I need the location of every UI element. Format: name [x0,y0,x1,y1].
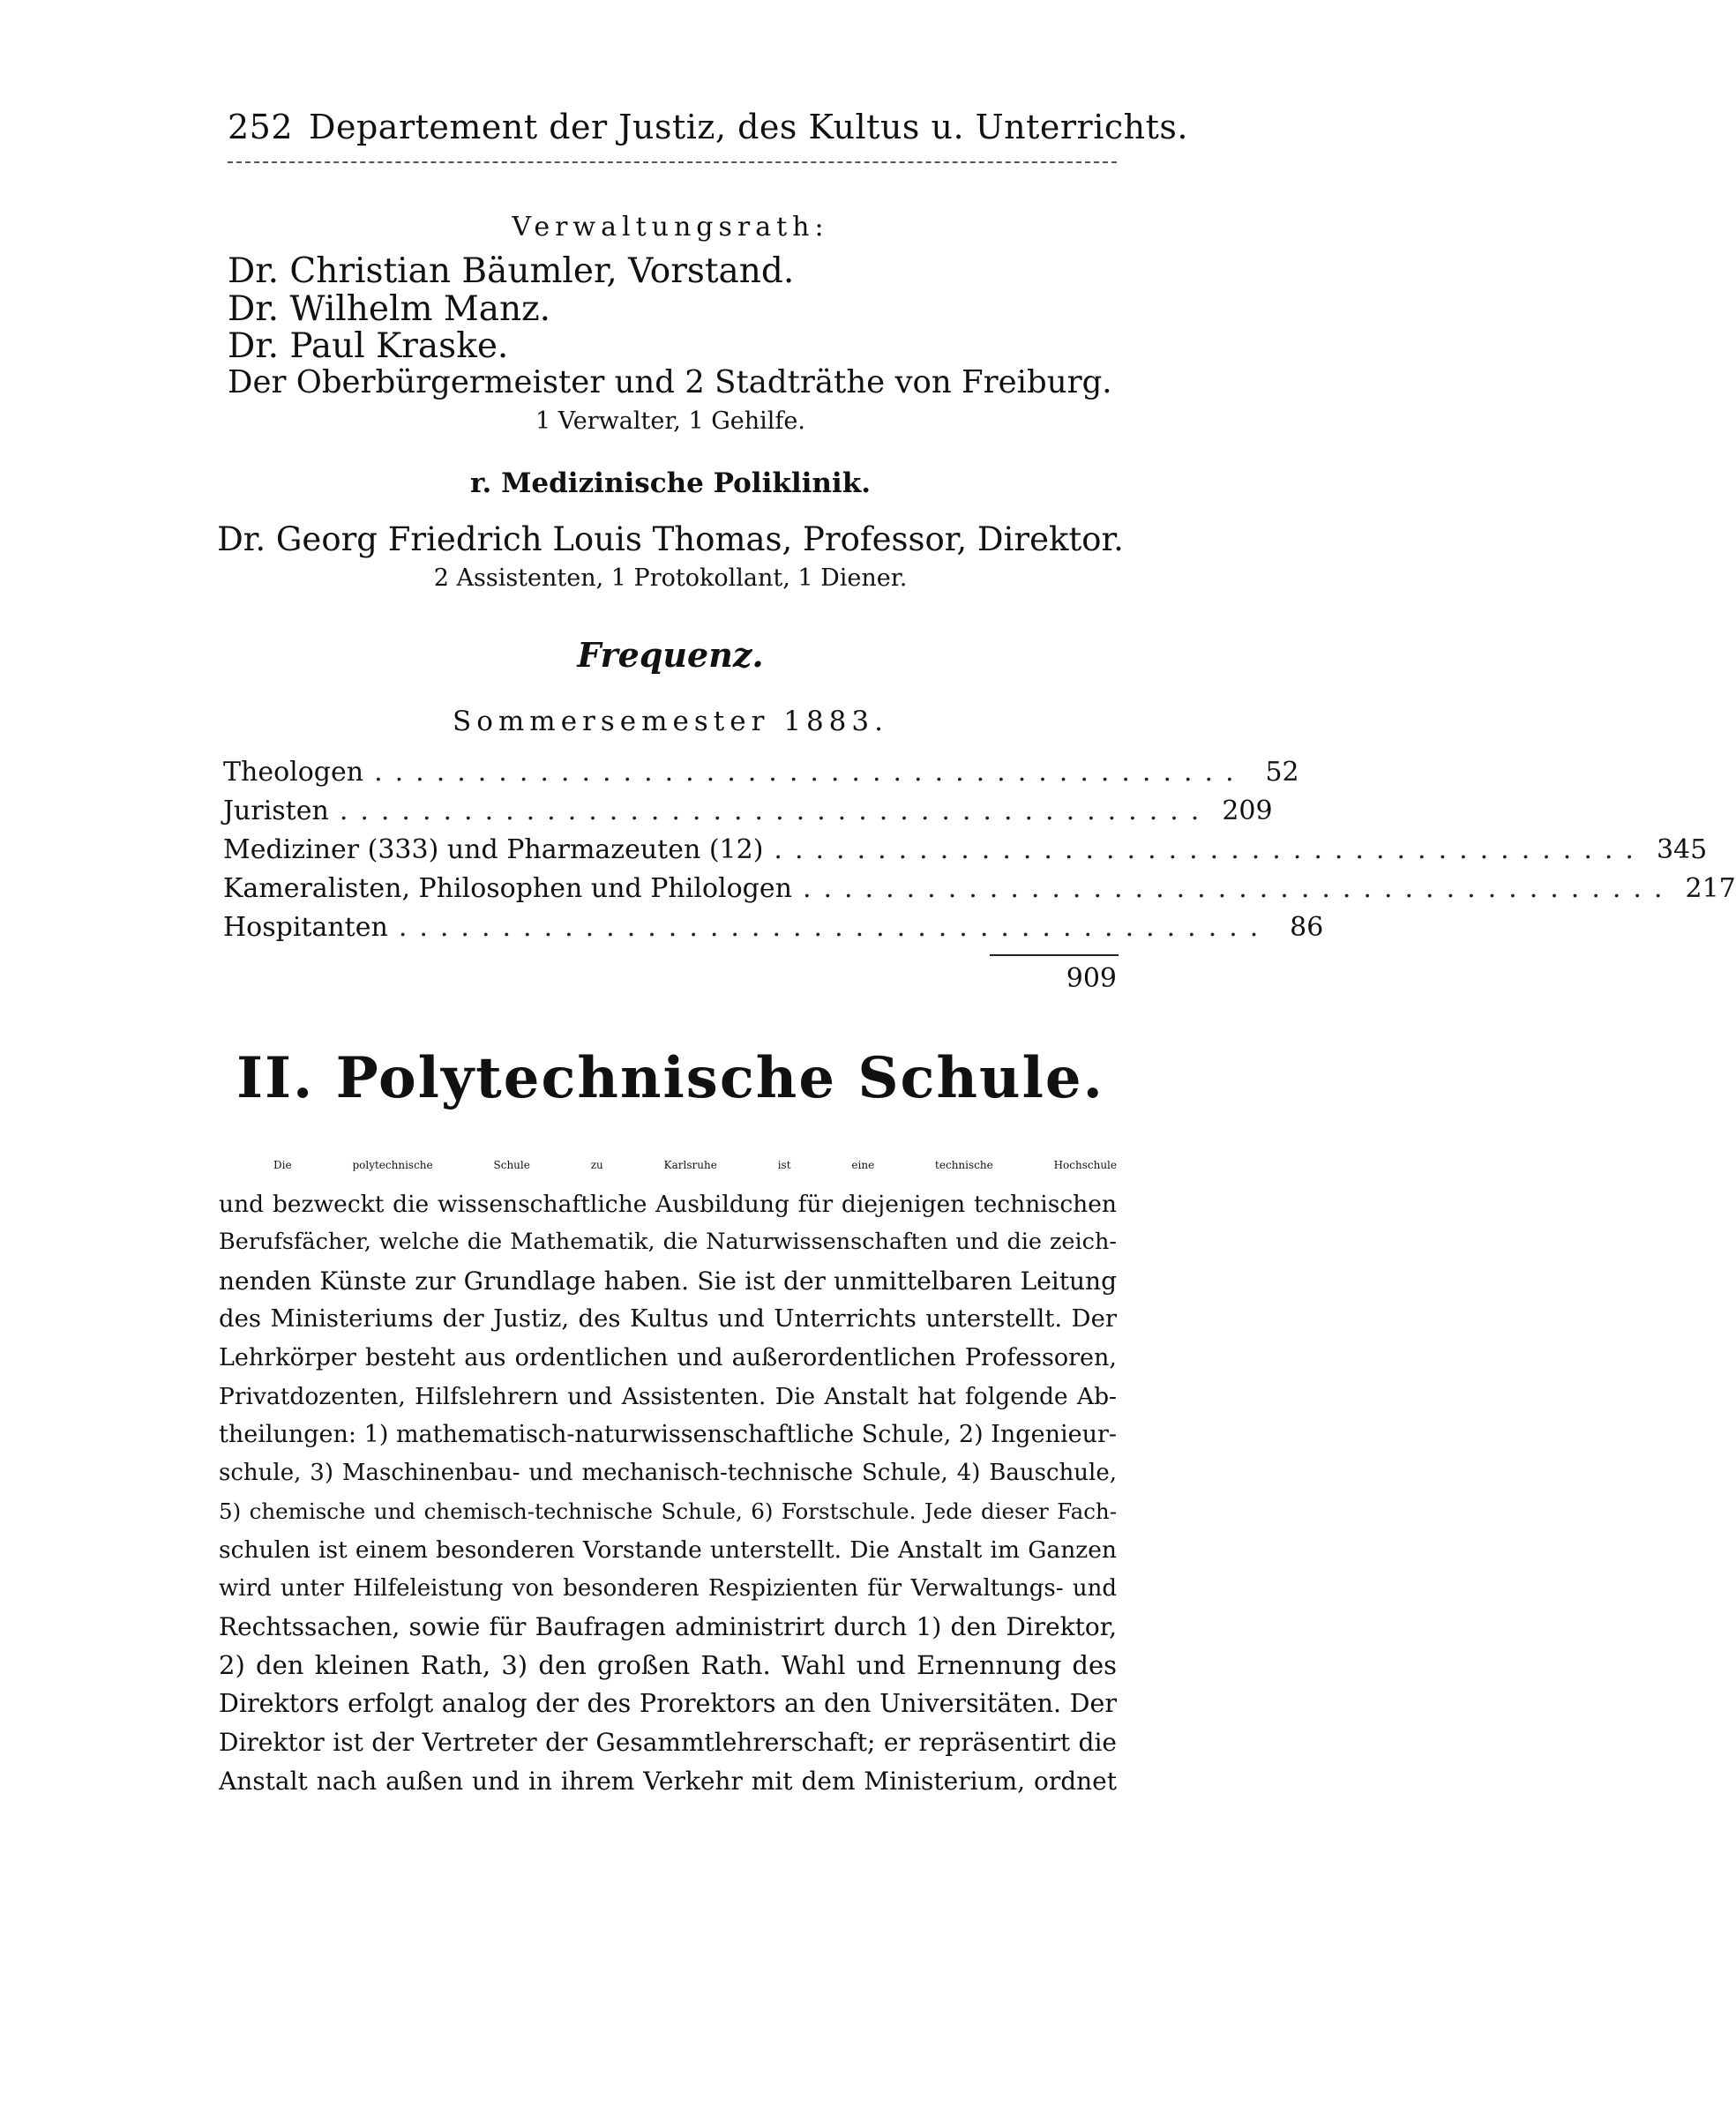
frequency-row [223,757,1299,792]
header-rule [228,161,1117,163]
section-heading: II. Polytechnische Schule. [236,1045,1104,1111]
row-label: Kameralisten, Philosophen und Philologen [223,873,792,904]
row-value: 209 [1222,796,1273,826]
row-label: Juristen [223,796,329,826]
running-header [228,108,1188,146]
row-value: 345 [1656,834,1708,865]
running-title: Departement der Justiz, des Kultus u. Unterrichts. [309,108,1188,146]
row-value: 86 [1290,912,1324,943]
text-line: Berufsfächer, welche die Mathematik, die Naturwissenschaften und die zeich- [219,1229,1117,1256]
text-line: Die polytechnische Schule zu Karlsruhe ist eine technische Hochschule [273,1159,1117,1171]
row-label: Mediziner (333) und Pharmazeuten (12) [223,834,764,865]
page-number: 252 [228,108,294,146]
frequency-row [223,873,1736,908]
council-member: Der Oberbürgermeister und 2 Stadträthe von Freiburg. [228,364,1112,400]
polyclinic-director: Dr. Georg Friedrich Louis Thomas, Professor, Direktor. [217,520,1124,558]
leader-dots: .......................................... [802,873,1675,904]
text-line: schule, 3) Maschinenbau- und mechanisch-technische Schule, 4) Bauschule, [219,1459,1117,1486]
section-body [219,1147,1117,1800]
text-line: theilungen: 1) mathematisch-naturwissenschaftliche Schule, 2) Ingenieur- [219,1421,1117,1449]
frequency-heading: Frequenz. [577,635,764,675]
text-line: 5) chemische und chemisch-technische Schule, 6) Forstschule. Jede dieser Fach- [219,1498,1117,1525]
sum-rule [990,954,1119,956]
text-line: Anstalt nach außen und in ihrem Verkehr mit dem Ministerium, ordnet [219,1766,1117,1796]
text-line: Direktor ist der Vertreter der Gesammtlehrerschaft; er repräsentirt die [219,1727,1117,1757]
text-line: schulen ist einem besonderen Vorstande unterstellt. Die Anstalt im Ganzen [219,1535,1117,1564]
text-line: Privatdozenten, Hilfslehrern und Assistenten. Die Anstalt hat folgende Ab- [219,1382,1117,1410]
frequency-total: 909 [1066,963,1117,994]
council-staff: 1 Verwalter, 1 Gehilfe. [535,407,805,435]
frequency-row [223,834,1708,870]
polyclinic-staff: 2 Assistenten, 1 Protokollant, 1 Diener. [433,564,908,592]
text-line: Direktors erfolgt analog der des Prorektors an den Universitäten. Der [219,1689,1117,1719]
council-member: Dr. Paul Kraske. [228,326,509,366]
council-heading: Verwaltungsrath: [512,212,829,243]
polyclinic-heading: r. Medizinische Poliklinik. [470,467,871,499]
leader-dots: .......................................... [339,796,1212,826]
leader-dots: .......................................... [398,912,1271,943]
text-line: nenden Künste zur Grundlage haben. Sie ist der unmittelbaren Leitung [219,1266,1117,1296]
row-label: Hospitanten [223,912,388,943]
text-line: des Ministeriums der Justiz, des Kultus und Unterrichts unterstellt. Der [219,1304,1117,1334]
leader-dots: .......................................... [774,834,1646,865]
text-line: Lehrkörper besteht aus ordentlichen und außerordentlichen Professoren, [219,1343,1117,1371]
frequency-row [223,796,1273,831]
council-member: Dr. Wilhelm Manz. [228,289,551,329]
text-line: 2) den kleinen Rath, 3) den großen Rath. Wahl und Ernennung des [219,1649,1117,1680]
frequency-row [223,912,1324,947]
row-value: 52 [1265,757,1299,788]
row-label: Theologen [223,757,364,788]
text-line: Rechtssachen, sowie für Baufragen administrirt durch 1) den Direktor, [219,1612,1117,1642]
leader-dots: .......................................... [374,757,1246,788]
row-value: 217 [1685,873,1736,904]
council-member: Dr. Christian Bäumler, Vorstand. [228,251,795,291]
semester-label: Sommersemester 1883. [453,706,888,737]
text-line: und bezweckt die wissenschaftliche Ausbildung für diejenigen technischen [219,1190,1117,1218]
text-line: wird unter Hilfeleistung von besonderen Respizienten für Verwaltungs- und [219,1574,1117,1602]
